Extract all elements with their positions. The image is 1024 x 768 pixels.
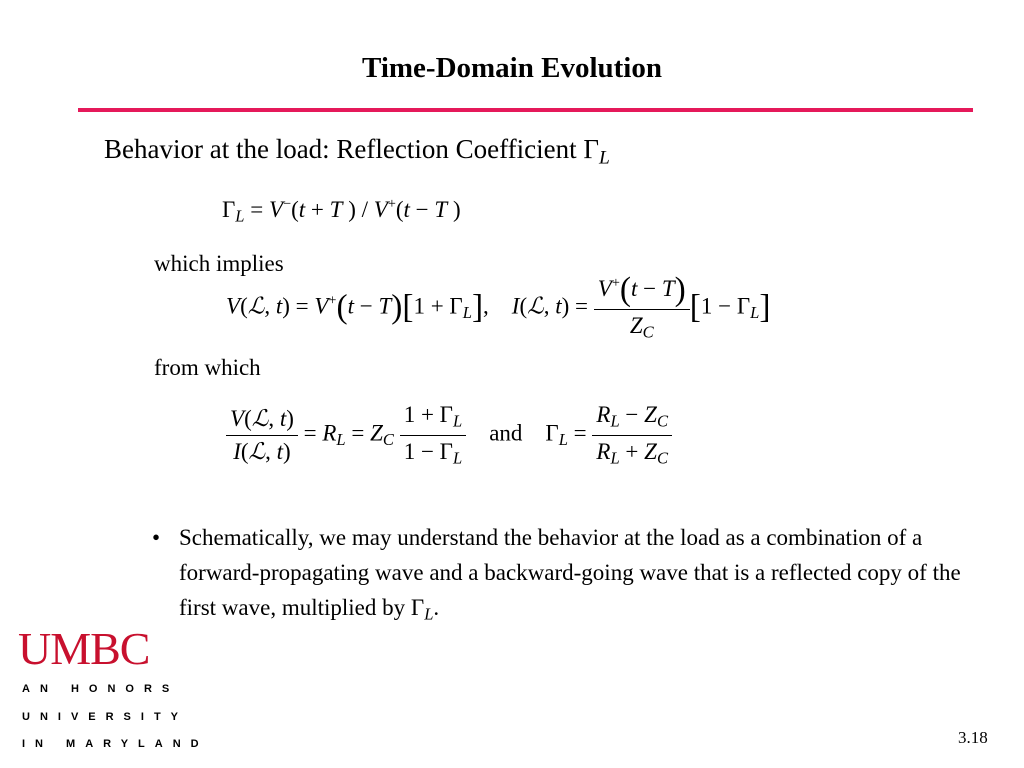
umbc-logo: UMBC <box>18 623 150 674</box>
page-number: 3.18 <box>958 728 988 747</box>
equation-load-voltage-current: V(ℒ, $t) = V^+(t - T)[1 + \Gamma_L]$, I(ℒ, t) = $\frac{V^+(t - T)}{Z_C}$ $[1 - \Gamma_L]$ <box>226 271 771 342</box>
logo-tagline-2: UNIVERSITY <box>22 711 189 723</box>
bullet-point <box>152 520 972 632</box>
equation-reflection-definition: $\Gamma_L = V^-(t + T$ ) / V+(t − T ) <box>222 196 461 226</box>
heading-subscript: L <box>598 147 610 169</box>
bullet-text: Schematically, we may understand the behavior at the load as a combination of a forward-propagating wave and a backward-going wave that is a reflected copy of the first wave, multiplied by $\Gamma_L$. <box>179 525 961 624</box>
and-word: and <box>489 420 523 446</box>
section-heading <box>104 134 610 169</box>
bullet-icon: • <box>152 525 161 550</box>
from-which-label: from which <box>154 355 261 380</box>
logo-tagline-3: IN MARYLAND <box>22 738 209 750</box>
slide-title: Time-Domain Evolution <box>362 52 662 84</box>
heading-text: Behavior at the load: Reflection Coefficient Γ <box>104 134 599 164</box>
equation-load-resistance: $\frac{\text{V(ℒ, t)}}{\text{I(ℒ, t)}}$ = $R_L = Z_C$ $\frac{1 + \Gamma_L}{1 - \Gamma_L}$ and $\Gamma_L$ = $\frac{R_L - Z_C}{R_L + Z_C}$ <box>226 402 672 468</box>
title-divider <box>78 108 973 112</box>
logo-tagline-1: AN HONORS <box>22 683 180 695</box>
which-implies-label: which implies <box>154 251 284 276</box>
